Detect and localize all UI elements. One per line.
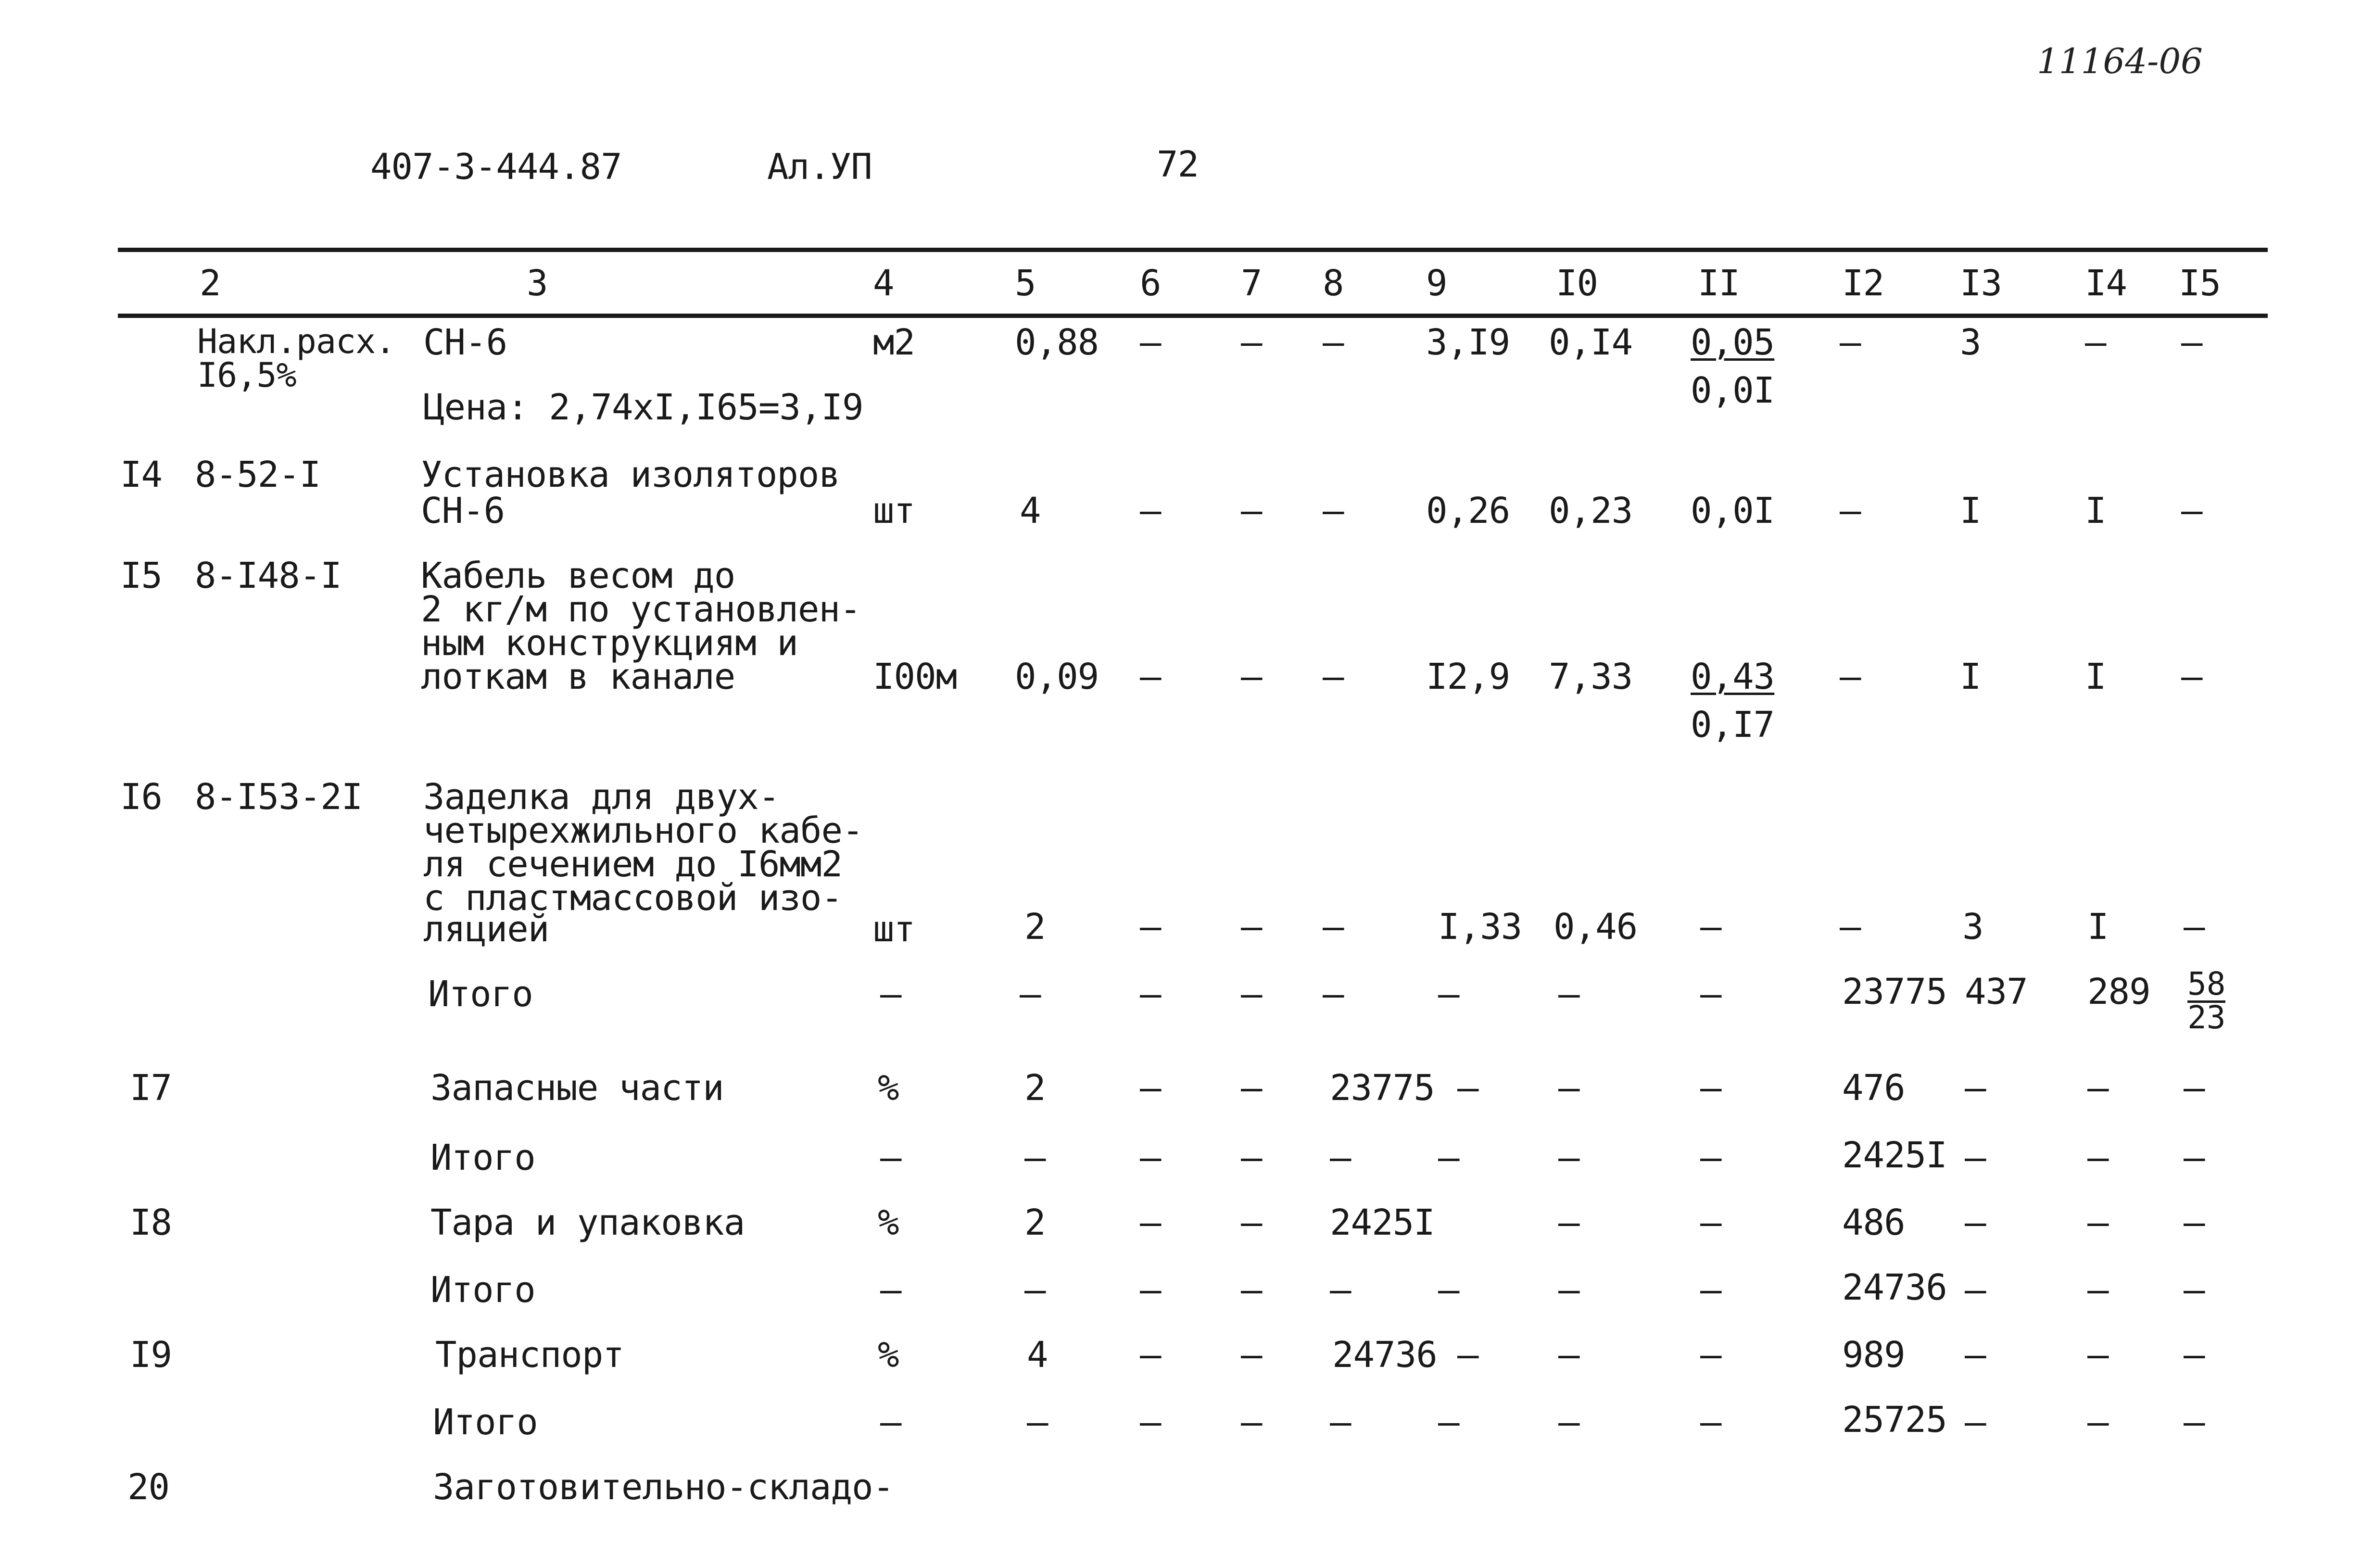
- cell: –: [1558, 1269, 1579, 1311]
- cell: –: [1965, 1402, 1986, 1443]
- cell: –: [1241, 1067, 1262, 1109]
- cell: 2425I: [1330, 1202, 1435, 1243]
- cell: –: [1241, 490, 1262, 531]
- cell: –: [1140, 1402, 1161, 1443]
- cell: –: [2087, 1402, 2109, 1443]
- price-note: Цена: 2,74хI,I65=3,I9: [423, 387, 863, 428]
- cell: –: [1965, 1202, 1986, 1243]
- cell: –: [1241, 322, 1262, 363]
- header-bottom-rule: [118, 314, 2268, 318]
- cell: –: [1558, 1202, 1579, 1243]
- cell: –: [1241, 1202, 1262, 1243]
- cell: 0,88: [1015, 322, 1099, 363]
- cell: –: [2087, 1137, 2109, 1178]
- row-number: I6: [120, 776, 163, 818]
- cell: –: [1457, 1334, 1478, 1376]
- row-unit: I00м: [873, 656, 957, 697]
- row-name: Установка изоляторов: [421, 454, 840, 495]
- col-header: 5: [1015, 263, 1036, 304]
- album-label: Ал.УП: [767, 146, 872, 188]
- cell: –: [1241, 1137, 1262, 1178]
- row-unit: шт: [873, 490, 915, 531]
- cell: 0,I4: [1549, 322, 1633, 363]
- cell: I2,9: [1426, 656, 1510, 697]
- col-header: I5: [2179, 263, 2221, 304]
- cell: 4: [1027, 1334, 1048, 1376]
- cell: –: [1140, 1202, 1161, 1243]
- row-unit: м2: [873, 322, 915, 363]
- row-number: I5: [120, 555, 163, 596]
- cell: 2: [1024, 1202, 1046, 1243]
- cell: –: [880, 1137, 901, 1178]
- cell: –: [880, 974, 901, 1015]
- cell: –: [1241, 906, 1262, 948]
- cell: I: [2087, 906, 2109, 948]
- row-basis: Накл.расх.: [197, 322, 395, 361]
- table-top-rule: [118, 248, 2268, 252]
- cell: 7,33: [1549, 656, 1633, 697]
- cell-fraction-bottom: 0,0I: [1691, 370, 1775, 411]
- cell: 3,I9: [1426, 322, 1510, 363]
- total-label: Итого: [428, 974, 533, 1015]
- row-code: 8-I53-2I: [195, 776, 363, 818]
- cell-fraction-top: 0,05: [1691, 322, 1775, 363]
- cell: –: [1700, 1202, 1721, 1243]
- cell: –: [2087, 1067, 2109, 1109]
- cell: –: [1965, 1067, 1986, 1109]
- cell: –: [1558, 1067, 1579, 1109]
- col-header: II: [1698, 263, 1740, 304]
- cell: –: [1558, 1402, 1579, 1443]
- cell: 2: [1024, 906, 1046, 948]
- cell: –: [1965, 1137, 1986, 1178]
- cell: –: [1140, 656, 1161, 697]
- doc-code: 407-3-444.87: [370, 146, 622, 188]
- cell: –: [1323, 906, 1344, 948]
- cell-fraction: [2187, 965, 2226, 1036]
- cell: –: [1558, 1334, 1579, 1376]
- cell-fraction-top: 0,43: [1691, 656, 1775, 697]
- cell: –: [1700, 1137, 1721, 1178]
- row-number: I9: [130, 1334, 172, 1376]
- cell: –: [1700, 1402, 1721, 1443]
- col-header: 6: [1140, 263, 1161, 304]
- cell: –: [880, 1402, 901, 1443]
- cell: –: [1700, 1269, 1721, 1311]
- cell: –: [1140, 322, 1161, 363]
- row-name: СН-6: [421, 490, 505, 531]
- cell: 0,26: [1426, 490, 1510, 531]
- row-unit: %: [878, 1067, 899, 1109]
- col-header: 3: [527, 263, 548, 304]
- cell: 3: [1962, 906, 1983, 948]
- cell: 0,0I: [1691, 490, 1775, 531]
- row-name: ляцией: [423, 909, 549, 950]
- row-number: I4: [120, 454, 163, 495]
- cell: –: [2184, 906, 2205, 948]
- row-unit: шт: [873, 909, 915, 950]
- cell: –: [1020, 974, 1041, 1015]
- cell: –: [1024, 1137, 1046, 1178]
- cell: –: [2181, 656, 2202, 697]
- cell: –: [2181, 490, 2202, 531]
- row-code: 8-52-I: [195, 454, 321, 495]
- row-number: I8: [130, 1202, 172, 1243]
- cell: –: [2085, 322, 2106, 363]
- row-number: I7: [130, 1067, 172, 1109]
- cell: 2: [1024, 1067, 1046, 1109]
- col-header: I2: [1842, 263, 1884, 304]
- cell: –: [2184, 1202, 2205, 1243]
- cell: –: [1840, 906, 1861, 948]
- cell: –: [2184, 1067, 2205, 1109]
- cell: 0,23: [1549, 490, 1633, 531]
- row-name: СН-6: [423, 322, 507, 363]
- cell: –: [880, 1269, 901, 1311]
- col-header: 2: [200, 263, 221, 304]
- cell: I: [1960, 490, 1981, 531]
- cell: –: [1840, 656, 1861, 697]
- cell: 0,46: [1554, 906, 1638, 948]
- cell: –: [2184, 1269, 2205, 1311]
- page-number: 72: [1157, 144, 1199, 185]
- cell: –: [1241, 1334, 1262, 1376]
- cell: –: [1241, 1269, 1262, 1311]
- cell: 3: [1960, 322, 1981, 363]
- col-header: I3: [1960, 263, 2002, 304]
- total-label: Итого: [430, 1269, 535, 1311]
- row-name: лоткам в канале: [421, 656, 735, 697]
- handwritten-doc-number: 11164-06: [2037, 41, 2203, 81]
- total-label: Итого: [433, 1402, 538, 1443]
- cell: –: [1140, 1269, 1161, 1311]
- cell: I: [2085, 656, 2106, 697]
- cell: –: [1024, 1269, 1046, 1311]
- cell: –: [1330, 1269, 1351, 1311]
- row-name: 2 кг/м по установлен-: [421, 589, 861, 630]
- cell: –: [1700, 974, 1721, 1015]
- cell: –: [1558, 974, 1579, 1015]
- cell: –: [1840, 322, 1861, 363]
- row-code: 8-I48-I: [195, 555, 341, 596]
- col-header: I0: [1556, 263, 1598, 304]
- cell: 989: [1842, 1334, 1905, 1376]
- cell: 23775: [1330, 1067, 1435, 1109]
- cell: –: [1140, 974, 1161, 1015]
- fraction-numerator: 58: [2187, 965, 2226, 1002]
- cell: –: [1438, 1269, 1459, 1311]
- cell: –: [1438, 1402, 1459, 1443]
- cell: –: [1700, 906, 1721, 948]
- cell: –: [1965, 1269, 1986, 1311]
- cell: –: [1140, 1334, 1161, 1376]
- cell: I,33: [1438, 906, 1522, 948]
- cell: 25725: [1842, 1399, 1947, 1441]
- cell: 4: [1020, 490, 1041, 531]
- cell: –: [1330, 1137, 1351, 1178]
- cell: I: [1960, 656, 1981, 697]
- row-unit: %: [878, 1202, 899, 1243]
- row-name: Кабель весом до: [421, 555, 735, 596]
- fraction-denominator: 23: [2187, 999, 2226, 1036]
- cell: –: [2181, 322, 2202, 363]
- row-name: Запасные части: [430, 1067, 724, 1109]
- col-header: 7: [1241, 263, 1262, 304]
- cell: –: [1840, 490, 1861, 531]
- cell: –: [1140, 490, 1161, 531]
- cell: –: [2184, 1334, 2205, 1376]
- cell: –: [1438, 1137, 1459, 1178]
- row-name: четырехжильного кабе-: [423, 810, 863, 851]
- cell: 486: [1842, 1202, 1905, 1243]
- cell: 476: [1842, 1067, 1905, 1109]
- row-name: Заделка для двух-: [423, 776, 780, 818]
- cell: –: [1323, 490, 1344, 531]
- cell: –: [1965, 1334, 1986, 1376]
- cell: –: [2087, 1202, 2109, 1243]
- cell: 23775: [1842, 971, 1947, 1012]
- cell: –: [1700, 1067, 1721, 1109]
- row-unit: %: [878, 1334, 899, 1376]
- cell: –: [2184, 1402, 2205, 1443]
- cell: 289: [2087, 971, 2150, 1012]
- cell: 2425I: [1842, 1135, 1947, 1176]
- col-header: 8: [1323, 263, 1344, 304]
- row-name: ным конструкциям и: [421, 622, 798, 664]
- cell: 0,09: [1015, 656, 1099, 697]
- cell: –: [1241, 656, 1262, 697]
- col-header: 9: [1426, 263, 1447, 304]
- cell: –: [1241, 1402, 1262, 1443]
- cell-fraction-bottom: 0,I7: [1691, 704, 1775, 746]
- cell: I: [2085, 490, 2106, 531]
- cell: –: [2087, 1334, 2109, 1376]
- cell: –: [2184, 1137, 2205, 1178]
- row-name: с пластмассовой изо-: [423, 877, 843, 919]
- cell: –: [1323, 974, 1344, 1015]
- col-header: I4: [2085, 263, 2127, 304]
- cell: –: [1700, 1334, 1721, 1376]
- cell: 24736: [1332, 1334, 1437, 1376]
- cell: –: [1330, 1402, 1351, 1443]
- cell: –: [1457, 1067, 1478, 1109]
- row-percent: I6,5%: [197, 355, 296, 395]
- cell: –: [1140, 906, 1161, 948]
- row-name: Заготовительно-складо-: [433, 1467, 894, 1508]
- cell: –: [1140, 1067, 1161, 1109]
- cell: –: [1027, 1402, 1048, 1443]
- cell: –: [1323, 322, 1344, 363]
- row-name: Транспорт: [435, 1334, 624, 1376]
- cell: –: [2087, 1269, 2109, 1311]
- cell: –: [1438, 974, 1459, 1015]
- row-number: 20: [127, 1467, 170, 1508]
- row-name: Тара и упаковка: [430, 1202, 745, 1243]
- col-header: 4: [873, 263, 894, 304]
- cell: –: [1558, 1137, 1579, 1178]
- cell: 24736: [1842, 1267, 1947, 1308]
- cell: –: [1140, 1137, 1161, 1178]
- row-name: ля сечением до I6мм2: [423, 844, 843, 885]
- cell: –: [1241, 974, 1262, 1015]
- total-label: Итого: [430, 1137, 535, 1178]
- cell: –: [1323, 656, 1344, 697]
- cell: 437: [1965, 971, 2028, 1012]
